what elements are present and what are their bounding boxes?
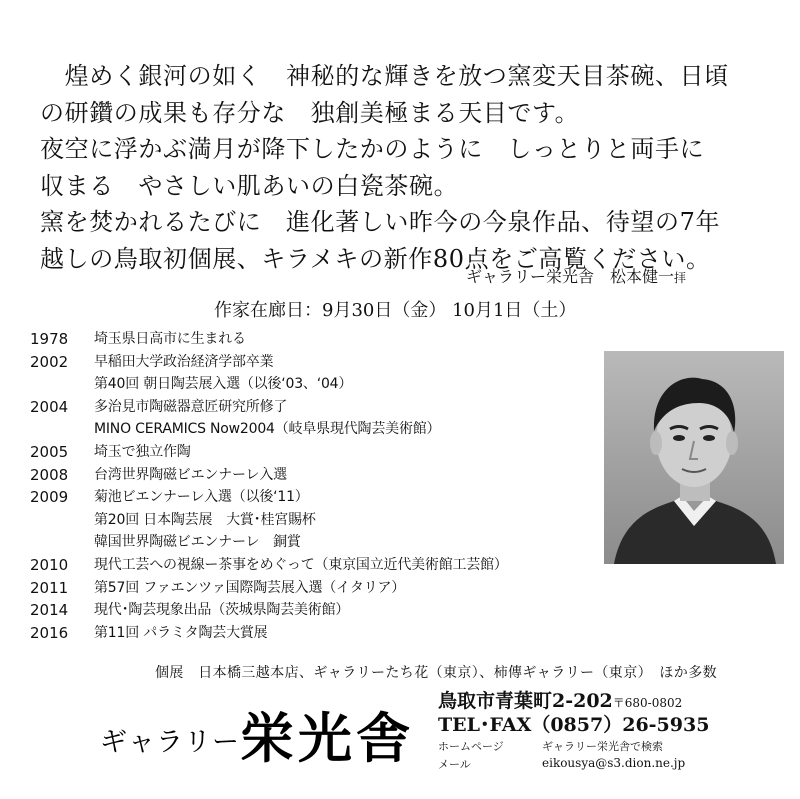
address-text: 鳥取市青葉町2-202 [438, 690, 613, 712]
mail-address[interactable]: eikousya@s3.dion.ne.jp [542, 756, 686, 770]
mail-label: メール [438, 758, 471, 771]
intro-paragraph [40, 58, 780, 277]
career-text: 多治見市陶磁器意匠研究所修了 [94, 398, 288, 415]
portrait-illustration [604, 351, 784, 564]
career-text: 第40回 朝日陶芸展入選（以後‘03、‘04） [94, 376, 353, 393]
career-text: 韓国世界陶磁ビエンナーレ 銅賞 [94, 534, 301, 551]
career-year: 2005 [30, 442, 69, 461]
artist-portrait-photo [604, 351, 784, 564]
tel-fax: TEL･FAX（0857）26-5935 [438, 714, 710, 736]
intro-line: 窯を焚かれるたびに 進化著しい昨今の今泉作品、待望の7年 [40, 208, 721, 236]
career-year: 1978 [30, 330, 69, 348]
signature-suffix: 拝 [674, 271, 687, 285]
career-text: MINO CERAMICS Now2004（岐阜県現代陶芸美術館） [94, 421, 441, 438]
gallery-logo-prefix: ギャラリー [100, 727, 240, 758]
artist-presence-dates: 作家在廊日：9月30日（金） 10月1日（土） [214, 300, 577, 321]
career-year: 2009 [30, 488, 69, 507]
career-year: 2002 [30, 352, 69, 371]
intro-line: の研鑽の成果も存分な 独創美極まる天目です。 [40, 98, 580, 127]
homepage-label: ホームページ [438, 740, 504, 753]
homepage-info [438, 738, 663, 754]
mail-info [438, 756, 686, 772]
postal-code: 〒680-0802 [612, 696, 683, 710]
career-year: 2004 [30, 397, 69, 416]
gallery-address [438, 686, 682, 713]
career-text: 第20回 日本陶芸展 大賞･桂宮賜杯 [94, 511, 316, 528]
career-text: 現代工芸への視線ー茶事をめぐって（東京国立近代美術館工芸館） [94, 556, 508, 573]
career-text: 埼玉で独立作陶 [94, 443, 191, 460]
gallery-logo-name: 栄光舎 [240, 706, 414, 770]
career-text: 現代･陶芸現象出品（茨城県陶芸美術館） [94, 602, 350, 619]
career-text: 早稲田大学政治経済学部卒業 [94, 353, 274, 370]
intro-line: 収まる やさしい肌あいの白瓷茶碗。 [40, 171, 459, 200]
signature-name: ギャラリー栄光舎 松本健一 [466, 267, 675, 286]
career-text: 第11回 パラミタ陶芸大賞展 [94, 624, 268, 641]
signature [466, 264, 686, 287]
intro-line: 夜空に浮かぶ満月が降下したかのように しっとりと両手に [40, 135, 705, 163]
career-year: 2011 [30, 578, 69, 597]
career-text: 第57回 ファエンツァ国際陶芸展入選（イタリア） [94, 579, 406, 596]
solo-exhibitions: 個展 日本橋三越本店、ギャラリーたち花（東京）、柿傳ギャラリー（東京） ほか多数 [155, 665, 717, 681]
homepage-search-hint: ギャラリー栄光舎で検索 [542, 740, 663, 753]
gallery-logo [100, 696, 414, 773]
career-text: 埼玉県日高市に生まれる [94, 331, 246, 347]
career-text: 台湾世界陶磁ビエンナーレ入選 [94, 466, 287, 483]
career-text: 菊池ビエンナーレ入選（以後‘11） [94, 489, 309, 506]
intro-line: 煌めく銀河の如く 神秘的な輝きを放つ窯変天目茶碗、日頃 [40, 62, 729, 90]
intro-line: 越しの鳥取初個展、キラメキの新作80点をご高覧ください。 [40, 244, 711, 273]
career-year: 2016 [30, 623, 69, 642]
career-year: 2014 [30, 601, 69, 620]
career-year: 2008 [30, 465, 69, 484]
career-year: 2010 [30, 555, 69, 574]
